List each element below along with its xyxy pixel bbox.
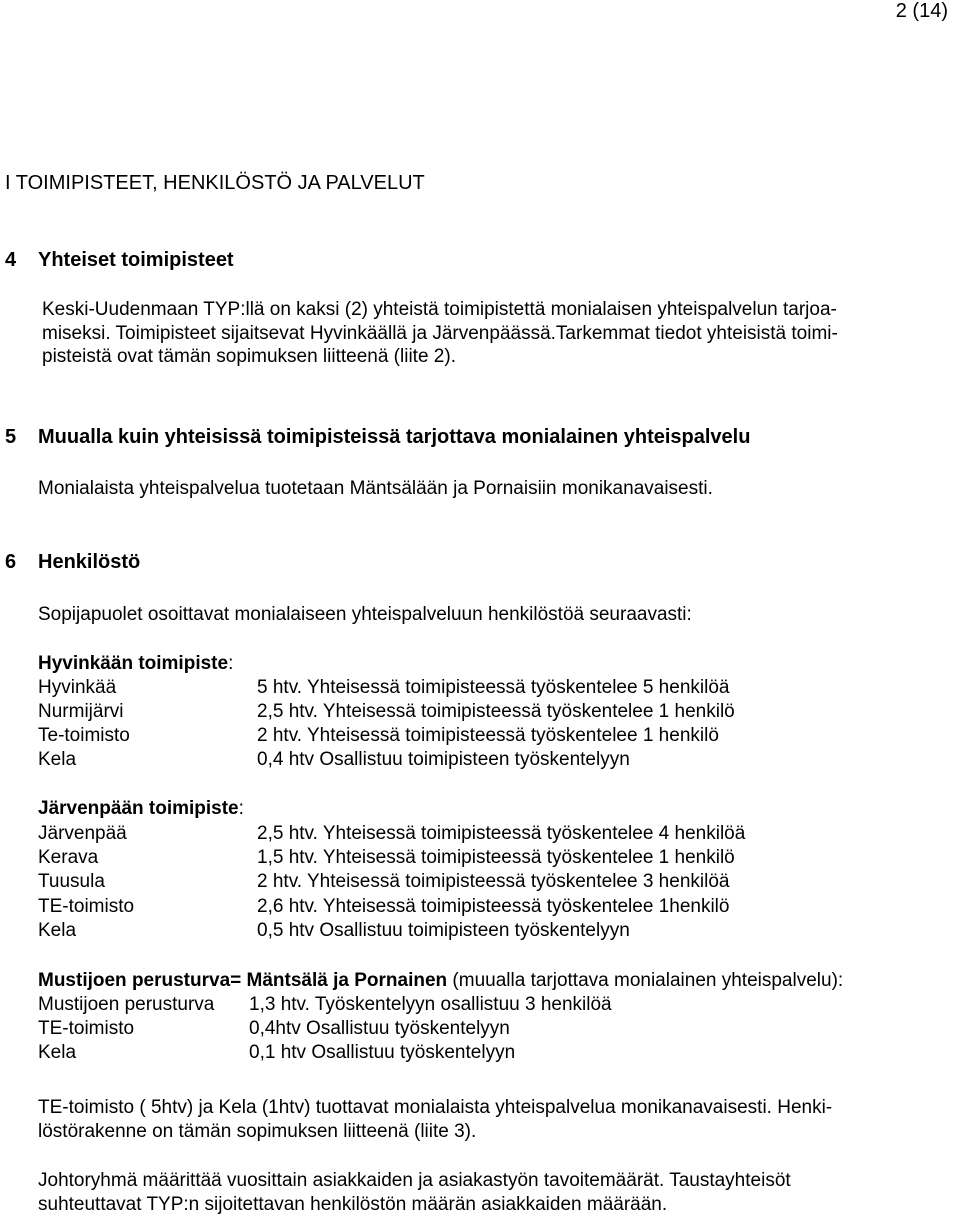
staff-org: Hyvinkää	[38, 677, 117, 698]
section-5-text: Monialaista yhteispalvelua tuotetaan Mäntsälään ja Pornaisiin monikanavaisesti.	[38, 478, 713, 499]
closing-paragraph-2-line-1: Johtoryhmä määrittää vuosittain asiakkaiden ja asiakastyön tavoitemäärät. Taustayhteisöt	[38, 1170, 791, 1191]
mustijoki-heading	[38, 969, 843, 992]
staff-org: Kela	[38, 749, 77, 770]
staff-org: TE-toimisto	[38, 1018, 135, 1039]
staff-allocation: 1,3 htv. Työskentelyyn osallistuu 3 henkilöä	[249, 994, 612, 1015]
staff-allocation: 0,4 htv Osallistuu toimipisteen työskentelyyn	[257, 749, 630, 770]
staff-org: Mustijoen perusturva	[38, 994, 215, 1015]
staff-org: Kela	[38, 1042, 77, 1063]
section-6-number: 6	[5, 551, 17, 573]
staff-org: Nurmijärvi	[38, 701, 124, 722]
section-4-line-3: pisteistä ovat tämän sopimuksen liitteenä (liite 2).	[42, 346, 456, 367]
staff-allocation: 2,5 htv. Yhteisessä toimipisteessä työskentelee 1 henkilö	[257, 701, 735, 722]
hyvinkaa-heading-colon: :	[228, 653, 234, 674]
main-title: I TOIMIPISTEET, HENKILÖSTÖ JA PALVELUT	[5, 172, 425, 194]
staff-org: Järvenpää	[38, 823, 127, 844]
section-4-heading: Yhteiset toimipisteet	[38, 249, 234, 271]
mustijoki-heading-bold: Mustijoen perusturva= Mäntsälä ja Pornainen	[38, 970, 448, 991]
staff-allocation: 5 htv. Yhteisessä toimipisteessä työskentelee 5 henkilöä	[257, 677, 730, 698]
staff-org: TE-toimisto	[38, 896, 135, 917]
staff-org: Kerava	[38, 847, 99, 868]
staff-allocation: 0,4htv Osallistuu työskentelyyn	[249, 1018, 510, 1039]
section-4-line-2: miseksi. Toimipisteet sijaitsevat Hyvinkäällä ja Järvenpäässä.Tarkemmat tiedot yhteisistä toimi-	[42, 323, 838, 344]
staff-org: Tuusula	[38, 871, 105, 892]
closing-paragraph-1-line-1: TE-toimisto ( 5htv) ja Kela (1htv) tuottavat monialaista yhteispalvelua monikanavaisesti. Henki-	[38, 1097, 833, 1118]
page-number: 2 (14)	[895, 0, 948, 22]
jarvenpaa-heading	[38, 797, 244, 820]
mustijoki-heading-rest: (muualla tarjottava monialainen yhteispalvelu):	[447, 970, 844, 991]
staff-allocation: 1,5 htv. Yhteisessä toimipisteessä työskentelee 1 henkilö	[257, 847, 735, 868]
section-4-number: 4	[5, 249, 17, 271]
staff-allocation: 2,5 htv. Yhteisessä toimipisteessä työskentelee 4 henkilöä	[257, 823, 746, 844]
staff-allocation: 2 htv. Yhteisessä toimipisteessä työskentelee 3 henkilöä	[257, 871, 730, 892]
staff-allocation: 0,1 htv Osallistuu työskentelyyn	[249, 1042, 516, 1063]
jarvenpaa-heading-colon: :	[238, 798, 244, 819]
section-6-intro: Sopijapuolet osoittavat monialaiseen yhteispalveluun henkilöstöä seuraavasti:	[38, 604, 692, 625]
section-6-heading: Henkilöstö	[38, 551, 141, 573]
hyvinkaa-heading-text: Hyvinkään toimipiste	[38, 653, 229, 674]
section-4-line-1: Keski-Uudenmaan TYP:llä on kaksi (2) yhteistä toimipistettä monialaisen yhteispalvelun tarjoa-	[42, 299, 837, 320]
section-5-heading: Muualla kuin yhteisissä toimipisteissä tarjottava monialainen yhteispalvelu	[38, 426, 751, 448]
staff-allocation: 2 htv. Yhteisessä toimipisteessä työskentelee 1 henkilö	[257, 725, 719, 746]
hyvinkaa-heading	[38, 652, 233, 675]
staff-allocation: 2,6 htv. Yhteisessä toimipisteessä työskentelee 1henkilö	[257, 896, 730, 917]
staff-org: Te-toimisto	[38, 725, 130, 746]
section-5-number: 5	[5, 426, 17, 448]
staff-allocation: 0,5 htv Osallistuu toimipisteen työskentelyyn	[257, 920, 630, 941]
staff-org: Kela	[38, 920, 77, 941]
jarvenpaa-heading-text: Järvenpään toimipiste	[38, 798, 239, 819]
closing-paragraph-2-line-2: suhteuttavat TYP:n sijoitettavan henkilöstön määrän asiakkaiden määrään.	[38, 1194, 668, 1215]
closing-paragraph-1-line-2: löstörakenne on tämän sopimuksen liitteenä (liite 3).	[38, 1121, 477, 1142]
